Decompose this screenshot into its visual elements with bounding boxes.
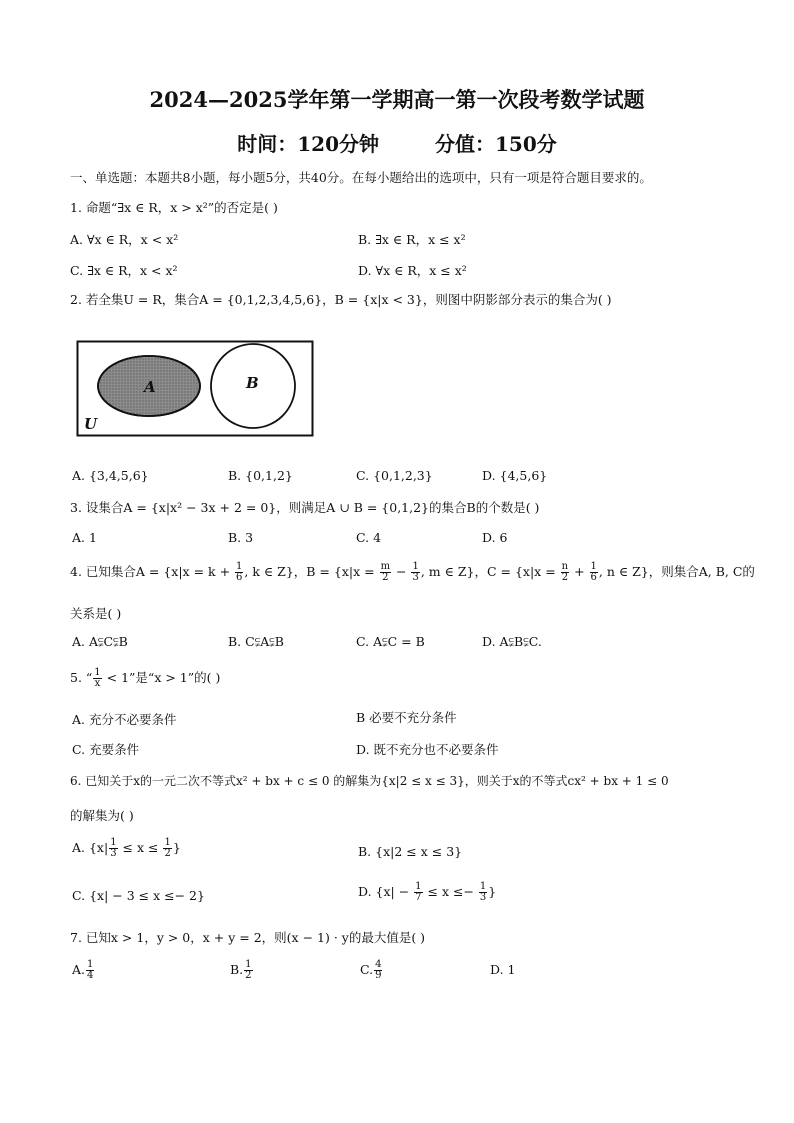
venn-label-u: U (84, 415, 98, 433)
fraction: $\frac{1}{2}$ (164, 837, 171, 859)
fraction: $\frac{1}{4}$ (87, 959, 94, 981)
q3-option-b: B. 3 (228, 530, 254, 545)
fraction: $\frac{1}{3}$ (110, 837, 117, 859)
question-7-stem: 7. 已知x > 1，y > 0，x + y = 2，则(x − 1) · y的最大值是( ) (70, 930, 426, 945)
venn-label-a: A (144, 378, 156, 396)
fraction: $\frac{1}{7}$ (415, 881, 422, 903)
q7-option-d: D. 1 (490, 962, 516, 977)
fraction: $\frac{n}{2}$ (561, 561, 569, 583)
q2-option-d: D. {4,5,6} (482, 468, 548, 483)
question-1-stem: 1. 命题“∃x ∈ R，x > x²”的否定是( ) (70, 200, 278, 215)
q7-option-b: B. $\frac{1}{2}$ (230, 959, 252, 981)
q3-option-d: D. 6 (482, 530, 508, 545)
fraction: $\frac{4}{9}$ (375, 959, 382, 981)
q4-option-c: C. A⫋C = B (356, 634, 425, 649)
q7-option-a: A. $\frac{1}{4}$ (72, 959, 94, 981)
exam-title: 2024—2025学年第一学期高一第一次段考数学试题 (149, 87, 645, 112)
q1-option-b: B. ∃x ∈ R，x ≤ x² (358, 232, 466, 247)
time-label: 时间：120分钟 (237, 132, 379, 156)
q3-option-c: C. 4 (356, 530, 382, 545)
venn-label-b: B (246, 374, 259, 392)
fraction: $\frac{1}{3}$ (479, 881, 487, 903)
question-3-stem: 3. 设集合A = {x|x² − 3x + 2 = 0}，则满足A ∪ B = {0,1,2}的集合B的个数是( ) (70, 500, 540, 515)
q5-option-b: B 必要不充分条件 (356, 710, 457, 725)
question-4-stem-line2: 关系是( ) (70, 606, 122, 621)
fraction: $\frac{1}{2}$ (245, 959, 252, 981)
q5-option-a: A. 充分不必要条件 (72, 712, 177, 727)
fraction: $\frac{1}{x}$ (94, 667, 101, 689)
section-heading: 一、单选题：本题共8小题，每小题5分，共40分。在每小题给出的选项中，只有一项是符合题目要求的。 (70, 170, 652, 185)
q4-option-b: B. C⫋A⫋B (228, 634, 284, 649)
fraction: $\frac{m}{2}$ (380, 561, 391, 583)
q6-option-c: C. {x| − 3 ≤ x ≤− 2} (72, 888, 205, 903)
q5-option-d: D. 既不充分也不必要条件 (356, 742, 499, 757)
question-5-stem: 5. “ $\frac{1}{x}$ < 1”是“x > 1”的( ) (70, 667, 221, 689)
fraction: $\frac{1}{6}$ (236, 561, 243, 583)
q6-option-a: A. {x| $\frac{1}{3}$ ≤ x ≤ $\frac{1}{2}$ } (72, 837, 181, 859)
q2-option-a: A. {3,4,5,6} (72, 468, 149, 483)
q4-option-d: D. A⫋B⫋C. (482, 634, 542, 649)
q1-option-a: A. ∀x ∈ R，x < x² (70, 232, 179, 247)
q2-option-c: C. {0,1,2,3} (356, 468, 433, 483)
exam-subtitle (0, 128, 794, 157)
venn-diagram (76, 340, 314, 438)
q7-option-c: C. $\frac{4}{9}$ (360, 959, 382, 981)
question-4-stem: 4. 已知集合A = {x|x = k + $\frac{1}{6}$ , k ∈ Z}，B = {x|x = $\frac{m}{2}$ − $\frac{1}{3}$ , m ∈ Z}，C = {x|x = $\frac{n}{2}$ + $\frac{1}{6}$ , n ∈ Z}，则集合A, B, C的 (70, 561, 755, 583)
question-2-stem: 2. 若全集U = R，集合A = {0,1,2,3,4,5,6}，B = {x|x < 3}，则图中阴影部分表示的集合为( ) (70, 292, 612, 307)
fraction: $\frac{1}{6}$ (590, 561, 597, 583)
q1-option-d: D. ∀x ∈ R，x ≤ x² (358, 263, 467, 278)
q6-option-b: B. {x|2 ≤ x ≤ 3} (358, 844, 463, 859)
q6-option-d: D. {x| − $\frac{1}{7}$ ≤ x ≤− $\frac{1}{3}$ } (358, 881, 497, 903)
question-6-stem-line2: 的解集为( ) (70, 808, 134, 823)
q1-option-c: C. ∃x ∈ R，x < x² (70, 263, 178, 278)
q4-option-a: A. A⫋C⫋B (72, 634, 128, 649)
q5-option-c: C. 充要条件 (72, 742, 140, 757)
q2-option-b: B. {0,1,2} (228, 468, 293, 483)
question-6-stem: 6. 已知关于x的一元二次不等式x² + bx + c ≤ 0 的解集为{x|2 ≤ x ≤ 3}，则关于x的不等式cx² + bx + 1 ≤ 0 (70, 774, 669, 788)
fraction: $\frac{1}{3}$ (412, 561, 419, 583)
score-label: 分值：150分 (435, 132, 557, 156)
q3-option-a: A. 1 (72, 530, 97, 545)
